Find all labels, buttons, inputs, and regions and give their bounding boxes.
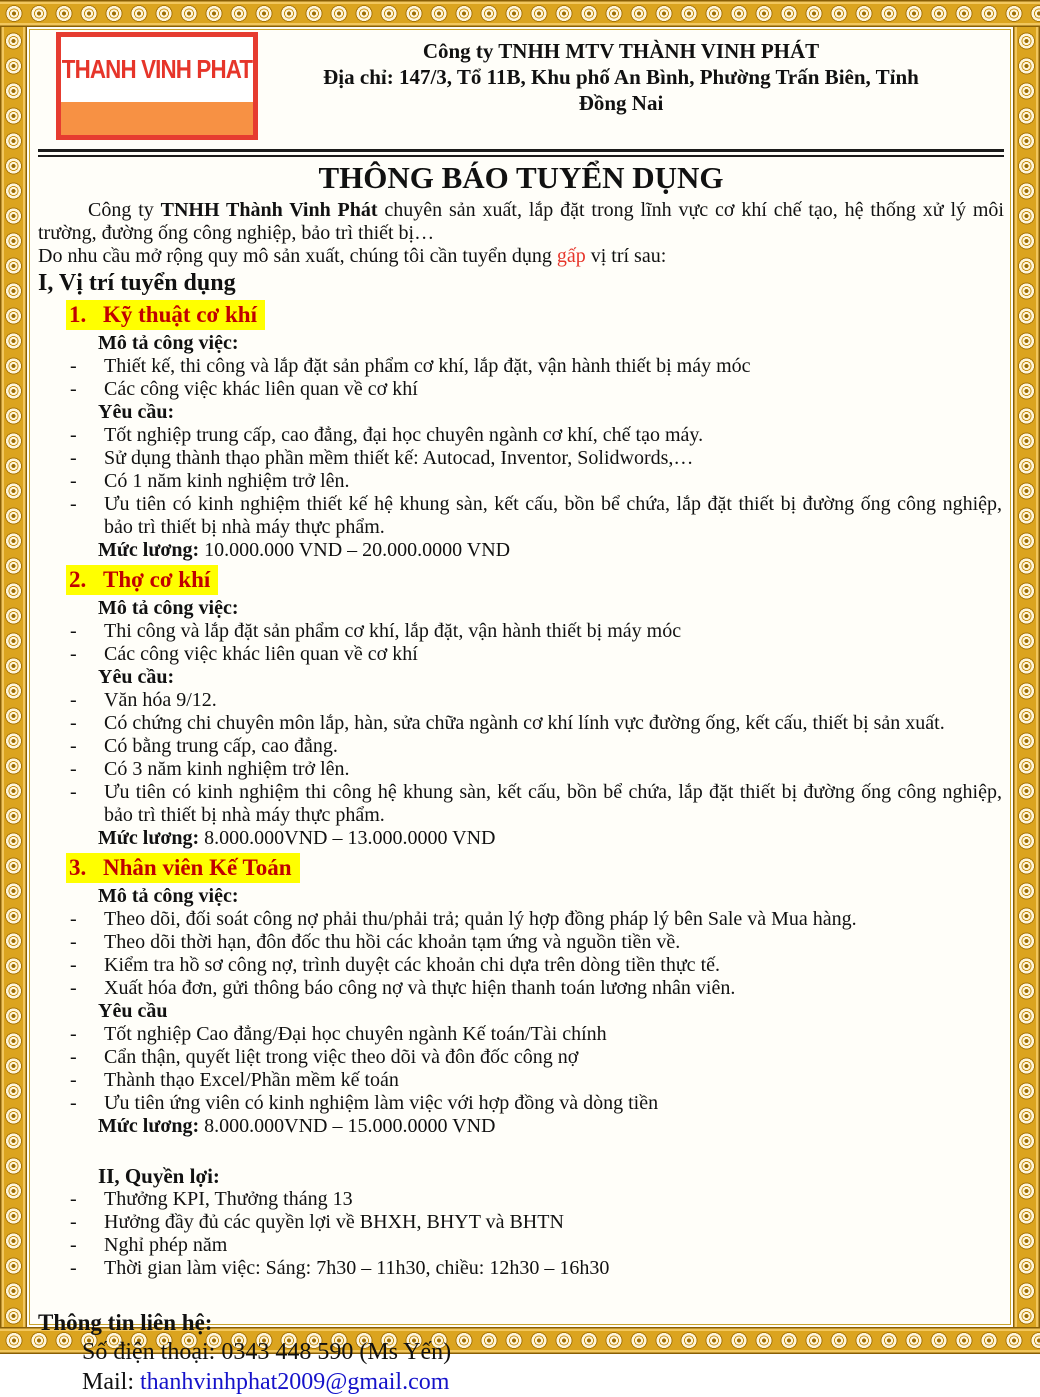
job-3-salary-line — [98, 1115, 1004, 1138]
bullet-dash: - — [70, 735, 77, 757]
decorative-border-top — [0, 0, 1040, 27]
company-address-line1: Địa chỉ: 147/3, Tổ 11B, Khu phố An Bình, Phường Trấn Biên, Tỉnh — [323, 65, 919, 89]
job-2-req-text: Có bằng trung cấp, cao đẳng. — [104, 735, 338, 757]
job-1-desc-text: Các công việc khác liên quan về cơ khí — [104, 378, 418, 400]
job-2-number: 2. — [69, 567, 87, 592]
bullet-dash: - — [70, 355, 77, 377]
email-link[interactable]: thanhvinhphat2009@gmail.com — [140, 1369, 450, 1395]
bullet-dash: - — [70, 712, 77, 734]
logo-orange-band — [61, 102, 253, 135]
job-3-highlight — [66, 853, 300, 883]
job-1-requirements-label: Yêu cầu: — [98, 401, 175, 423]
bullet-dash: - — [70, 620, 77, 642]
mail-label: Mail: — [82, 1369, 140, 1395]
job-2-desc-item — [66, 643, 1004, 666]
benefit-text: Thưởng KPI, Thưởng tháng 13 — [104, 1188, 353, 1210]
job-section-1 — [38, 300, 1004, 562]
bullet-dash: - — [70, 424, 77, 446]
job-3-req-text: Tốt nghiệp Cao đẳng/Đại học chuyên ngành Kế toán/Tài chính — [104, 1023, 607, 1045]
intro-paragraph — [38, 199, 1004, 245]
intro2-prefix: Do nhu cầu mở rộng quy mô sản xuất, chúng tôi cần tuyển dụng — [38, 245, 557, 267]
bullet-dash: - — [70, 1257, 77, 1279]
benefit-text: Nghỉ phép năm — [104, 1234, 228, 1256]
job-3-req-text: Ưu tiên ứng viên có kinh nghiệm làm việc với hợp đồng và dòng tiền — [104, 1092, 659, 1114]
job-2-desc-text: Các công việc khác liên quan về cơ khí — [104, 643, 418, 665]
job-1-req-text: Sử dụng thành thạo phần mềm thiết kế: Autocad, Inventor, Solidwords,… — [104, 447, 694, 469]
benefit-item — [66, 1257, 1004, 1280]
header-divider — [38, 149, 1004, 157]
benefits-heading: II, Quyền lợi: — [98, 1164, 220, 1188]
bullet-dash: - — [70, 1211, 77, 1233]
job-1-number: 1. — [69, 302, 87, 327]
company-name: Công ty TNHH MTV THÀNH VINH PHÁT — [422, 39, 820, 63]
job-1-highlight — [66, 300, 265, 330]
job-1-req-item — [66, 447, 1004, 470]
bullet-dash: - — [70, 954, 77, 976]
benefit-item — [66, 1188, 1004, 1211]
bullet-dash: - — [70, 1234, 77, 1256]
document-content — [38, 30, 1004, 1395]
job-3-heading — [66, 853, 1004, 883]
job-1-heading — [66, 300, 1004, 330]
job-2-req-item — [66, 712, 1004, 735]
job-3-desc-item — [66, 908, 1004, 931]
job-2-heading — [66, 565, 1004, 595]
job-3-desc-item — [66, 977, 1004, 1000]
job-2-req-item — [66, 689, 1004, 712]
mail-line — [82, 1367, 1004, 1397]
job-2-highlight — [66, 565, 218, 595]
company-logo — [56, 32, 258, 140]
job-1-desc-item — [66, 378, 1004, 401]
job-3-req-item — [66, 1023, 1004, 1046]
bullet-dash: - — [70, 493, 77, 515]
intro2-suffix: vị trí sau: — [585, 245, 667, 267]
phone-line: Số điện thoại: 0343 448 590 (Ms Yến) — [82, 1339, 452, 1365]
job-2-req-text: Có 3 năm kinh nghiệm trở lên. — [104, 758, 350, 780]
job-3-number: 3. — [69, 855, 87, 880]
job-2-req-item — [66, 781, 1004, 827]
job-1-req-text: Ưu tiên có kinh nghiệm thiết kế hệ khung sàn, kết cấu, bồn bể chứa, lắp đặt thiết bị đường ống công nghiệp, bảo trì thiết bị nhà máy thực phẩm. — [104, 493, 1002, 538]
bullet-dash: - — [70, 643, 77, 665]
benefit-text: Hưởng đầy đủ các quyền lợi về BHXH, BHYT và BHTN — [104, 1211, 564, 1233]
benefit-text: Thời gian làm việc: Sáng: 7h30 – 11h30, chiều: 12h30 – 16h30 — [104, 1257, 610, 1279]
salary-value: 8.000.000VND – 15.000.0000 VND — [204, 1115, 496, 1137]
bullet-dash: - — [70, 378, 77, 400]
job-1-req-item — [66, 493, 1004, 539]
decorative-border-right — [1013, 27, 1040, 1327]
job-2-title: Thợ cơ khí — [103, 567, 211, 592]
bullet-dash: - — [70, 689, 77, 711]
salary-label: Mức lương: — [98, 1115, 200, 1137]
job-3-req-item — [66, 1092, 1004, 1115]
job-3-requirements-label: Yêu cầu — [98, 1000, 168, 1022]
job-2-req-text: Có chứng chi chuyên môn lắp, hàn, sửa chữa ngành cơ khí lính vực đường ống, kết cấu, thiết bị sản xuất. — [104, 712, 945, 734]
job-1-desc-text: Thiết kế, thi công và lắp đặt sản phẩm cơ khí, lắp đặt, vận hành thiết bị máy móc — [104, 355, 751, 377]
job-1-desc-item — [66, 355, 1004, 378]
job-3-desc-item — [66, 954, 1004, 977]
job-2-desc-text: Thi công và lắp đặt sản phẩm cơ khí, lắp đặt, vận hành thiết bị máy móc — [104, 620, 682, 642]
job-3-desc-text: Theo dõi thời hạn, đôn đốc thu hồi các khoản tạm ứng và nguồn tiền về. — [104, 931, 681, 953]
job-1-req-text: Có 1 năm kinh nghiệm trở lên. — [104, 470, 350, 492]
bullet-dash: - — [70, 1092, 77, 1114]
bullet-dash: - — [70, 758, 77, 780]
job-3-desc-text: Kiểm tra hồ sơ công nợ, trình duyệt các khoản chi dựa trên dòng tiền thực tế. — [104, 954, 720, 976]
job-2-description-label: Mô tả công việc: — [98, 597, 239, 619]
job-3-title: Nhân viên Kế Toán — [103, 855, 292, 880]
job-3-req-item — [66, 1046, 1004, 1069]
bullet-dash: - — [70, 470, 77, 492]
job-2-req-text: Văn hóa 9/12. — [104, 689, 217, 711]
bullet-dash: - — [70, 781, 77, 803]
job-2-req-text: Ưu tiên có kinh nghiệm thi công hệ khung sàn, kết cấu, bồn bể chứa, lắp đặt thiết bị đường ống công nghiệp, bảo trì thiết bị nhà máy thực phẩm. — [104, 781, 1002, 826]
job-section-2 — [38, 565, 1004, 850]
logo-text: THANH VINH PHAT — [61, 54, 253, 84]
job-2-salary-line — [98, 827, 1004, 850]
bullet-dash: - — [70, 908, 77, 930]
job-section-3 — [38, 853, 1004, 1138]
bullet-dash: - — [70, 447, 77, 469]
job-2-desc-item — [66, 620, 1004, 643]
contact-heading: Thông tin liên hệ: — [38, 1310, 213, 1335]
job-3-description-label: Mô tả công việc: — [98, 885, 239, 907]
job-2-req-item — [66, 735, 1004, 758]
document-header — [38, 30, 1004, 140]
company-name-inline: TNHH Thành Vinh Phát — [160, 199, 378, 221]
job-1-req-item — [66, 470, 1004, 493]
bullet-dash: - — [70, 1069, 77, 1091]
bullet-dash: - — [70, 1023, 77, 1045]
salary-value: 10.000.000 VND – 20.000.0000 VND — [204, 539, 511, 561]
job-3-req-item — [66, 1069, 1004, 1092]
intro-paragraph-2 — [38, 245, 1004, 268]
salary-label: Mức lương: — [98, 827, 200, 849]
job-1-salary-line — [98, 539, 1004, 562]
contact-section — [38, 1309, 1004, 1397]
benefit-item — [66, 1234, 1004, 1257]
job-1-title: Kỹ thuật cơ khí — [103, 302, 257, 327]
bullet-dash: - — [70, 1188, 77, 1210]
bullet-dash: - — [70, 977, 77, 999]
company-info — [258, 30, 1004, 116]
company-address-line2: Đồng Nai — [578, 91, 664, 115]
document-title: THÔNG BÁO TUYỂN DỤNG — [318, 160, 724, 195]
positions-section-heading: I, Vị trí tuyển dụng — [38, 270, 236, 296]
salary-value: 8.000.000VND – 13.000.0000 VND — [204, 827, 496, 849]
job-2-req-item — [66, 758, 1004, 781]
job-3-req-text: Thành thạo Excel/Phần mềm kế toán — [104, 1069, 399, 1091]
job-3-desc-text: Xuất hóa đơn, gửi thông báo công nợ và thực hiện thanh toán lương nhân viên. — [104, 977, 736, 999]
intro-text: Công ty — [88, 199, 161, 221]
job-3-desc-item — [66, 931, 1004, 954]
job-2-requirements-label: Yêu cầu: — [98, 666, 175, 688]
urgent-text: gấp — [556, 245, 586, 267]
intro-text-rest: chuyên sản xuất, lắp đặt trong lĩnh vực cơ khí chế tạo, hệ thống xử lý môi trường, đường ống công nghiệp, bảo trì thiết bị… — [38, 199, 1004, 244]
benefits-section — [38, 1165, 1004, 1280]
job-3-req-text: Cẩn thận, quyết liệt trong việc theo dõi và đôn đốc công nợ — [104, 1046, 579, 1068]
bullet-dash: - — [70, 1046, 77, 1068]
bullet-dash: - — [70, 931, 77, 953]
job-1-req-item — [66, 424, 1004, 447]
salary-label: Mức lương: — [98, 539, 200, 561]
benefit-item — [66, 1211, 1004, 1234]
job-3-desc-text: Theo dõi, đối soát công nợ phải thu/phải trả; quản lý hợp đồng pháp lý bên Sale và Mua hàng. — [104, 908, 857, 930]
decorative-border-left — [0, 27, 27, 1327]
job-1-description-label: Mô tả công việc: — [98, 332, 239, 354]
job-1-req-text: Tốt nghiệp trung cấp, cao đẳng, đại học chuyên ngành cơ khí, chế tạo máy. — [104, 424, 704, 446]
